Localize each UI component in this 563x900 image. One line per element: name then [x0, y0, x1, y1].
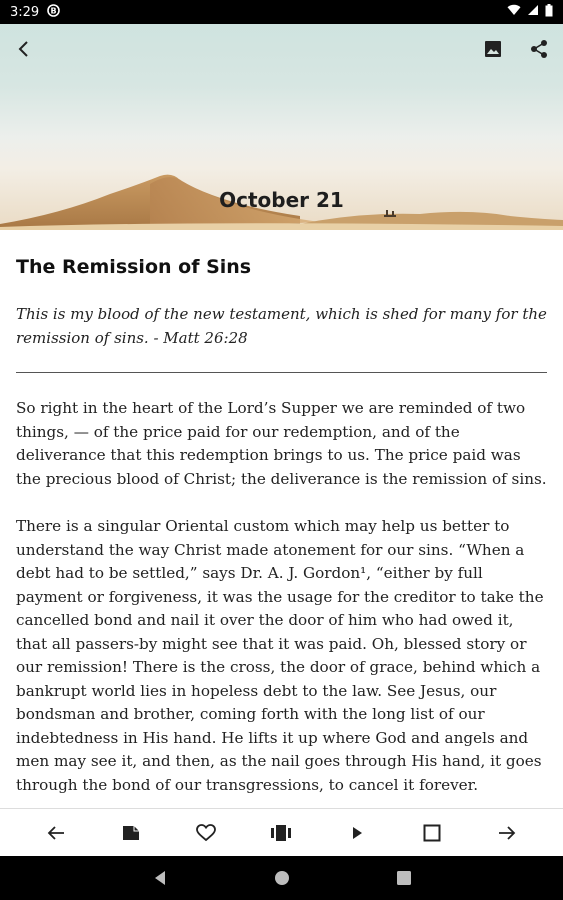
- devotion-date: October 21: [219, 188, 344, 212]
- bottom-toolbar: [0, 808, 563, 856]
- image-button[interactable]: [481, 37, 505, 61]
- notification-icon: [47, 4, 60, 21]
- next-day-button[interactable]: [495, 821, 519, 845]
- scripture-verse: This is my blood of the new testament, which is shed for many for the remission of sins. - Matt 26:28: [16, 305, 547, 347]
- system-recents-button[interactable]: [392, 866, 416, 890]
- body-paragraph: There is a singular Oriental custom which may help us better to understand the way Christ made atonement for our sins. “When a debt had to be settled,” says Dr. A. J. Gordon¹, “either by full payment or forgiveness, it was the usage for the creditor to take the cancelled bond and nail it over the door of him who had owed it, that all passers-by might see that it was paid. Oh, blessed story or our remission! There is the cross, the door of grace, behind which a bankrupt world lies in hopeless debt to the law. See Jesus, our bondsman and brother, coming forth with the long list of our indebtedness in His hand. He lifts it up where God and angels and men may see it, and then, as the nail goes through His hand, it goes through the bond of our transgressions, to cancel it forever.: [16, 517, 544, 794]
- system-navigation-bar: [0, 856, 563, 900]
- carousel-icon: [271, 825, 291, 841]
- devotion-title: The Remission of Sins: [16, 256, 252, 278]
- favorite-button[interactable]: [194, 821, 218, 845]
- square-recents-icon: [397, 871, 411, 885]
- carousel-button[interactable]: [269, 821, 293, 845]
- play-button[interactable]: [345, 821, 369, 845]
- wifi-icon: [507, 4, 521, 20]
- bookmark-icon: [122, 825, 140, 841]
- system-home-button[interactable]: [270, 866, 294, 890]
- arrow-back-icon: [16, 40, 32, 58]
- heart-icon: [196, 824, 216, 842]
- battery-icon: [545, 4, 553, 21]
- status-bar: [0, 0, 563, 24]
- square-icon: [423, 824, 441, 842]
- header-image: [0, 24, 563, 230]
- previous-day-button[interactable]: [44, 821, 68, 845]
- triangle-back-icon: [153, 870, 167, 886]
- divider: [16, 372, 547, 373]
- image-icon: [484, 40, 502, 58]
- select-button[interactable]: [420, 821, 444, 845]
- devotion-content[interactable]: [0, 230, 563, 808]
- body-paragraph: So right in the heart of the Lord’s Supper we are reminded of two things, — of the price paid for our redemption, and of the deliverance that this redemption brings to us. The price paid was the precious blood of Christ; the deliverance is the remission of sins.: [16, 399, 547, 488]
- circle-home-icon: [274, 870, 290, 886]
- share-button[interactable]: [527, 37, 551, 61]
- signal-icon: [527, 4, 539, 20]
- status-time: 3:29: [10, 4, 40, 20]
- back-button[interactable]: [12, 37, 36, 61]
- share-icon: [530, 39, 548, 59]
- play-icon: [350, 825, 364, 841]
- arrow-right-icon: [498, 825, 516, 841]
- arrow-left-icon: [47, 825, 65, 841]
- system-back-button[interactable]: [148, 866, 172, 890]
- bookmark-button[interactable]: [119, 821, 143, 845]
- svg-text:B: B: [50, 6, 57, 15]
